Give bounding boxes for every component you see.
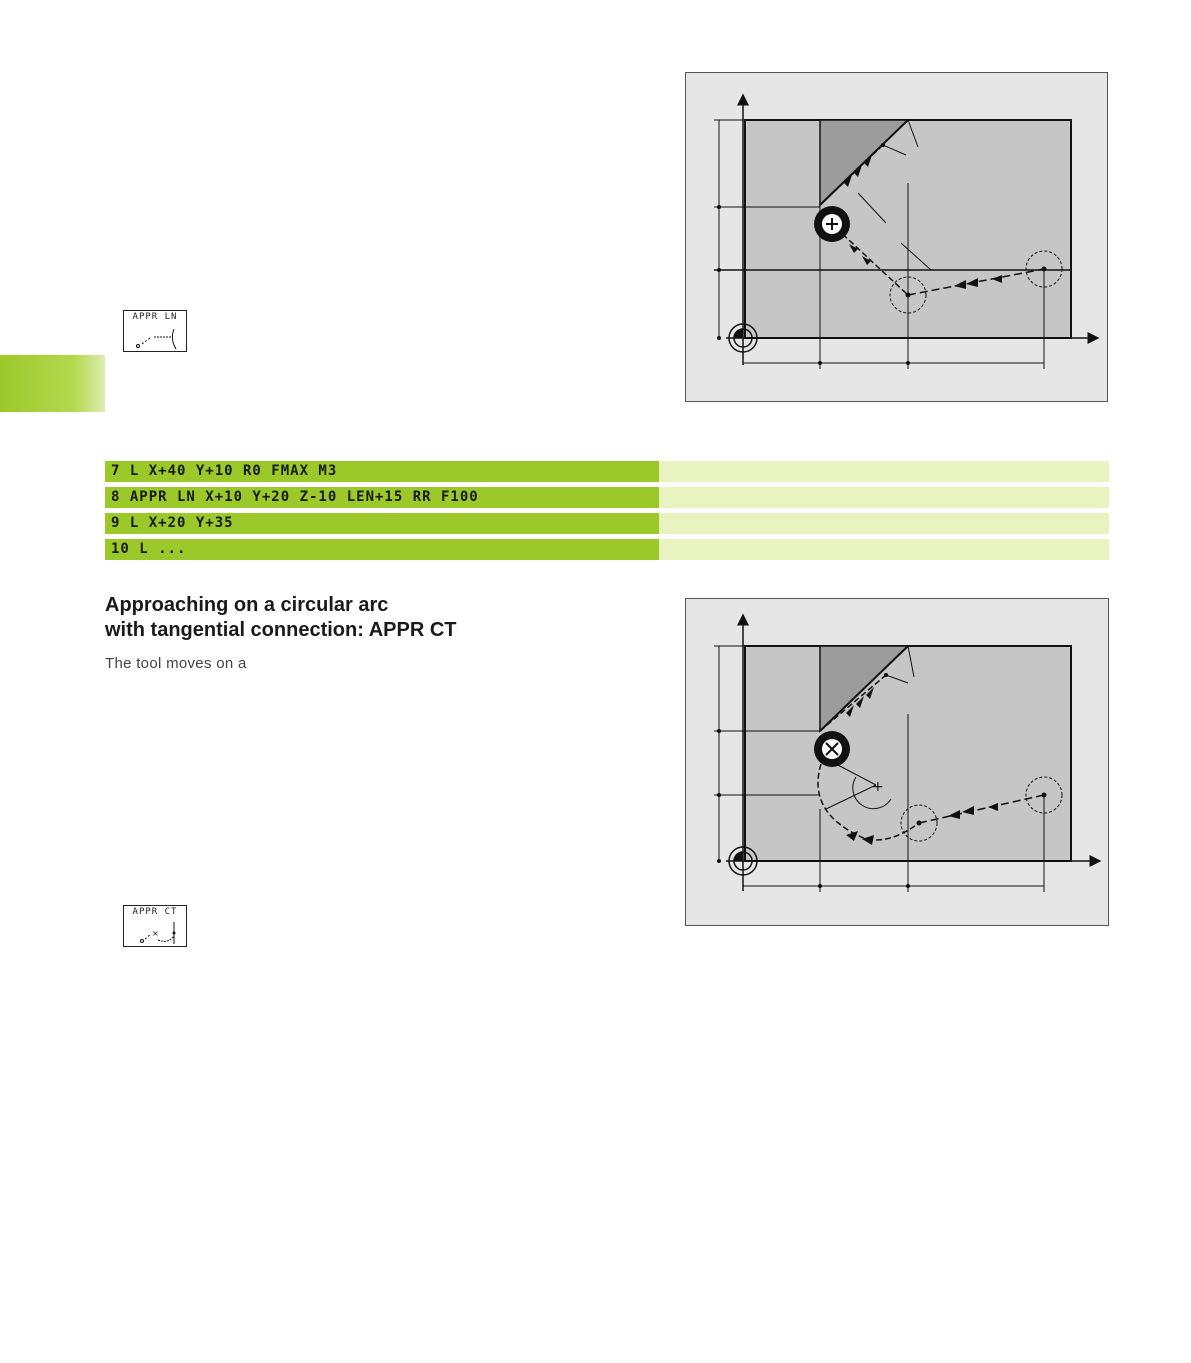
code-row	[105, 487, 1109, 508]
figure-appr-ln-drawing	[686, 73, 1109, 403]
code-line: 10 L ...	[105, 539, 659, 560]
svg-text:+: +	[872, 779, 884, 795]
appr-ct-icon	[124, 906, 188, 948]
figure-appr-ct	[685, 598, 1109, 926]
code-row	[105, 513, 1109, 534]
svg-text:×: ×	[152, 929, 159, 938]
code-row	[105, 461, 1109, 482]
milling-cutter-icon	[814, 731, 850, 767]
softkey-appr-ln-label: APPR LN	[132, 312, 178, 322]
softkey-appr-ct[interactable]	[123, 905, 187, 947]
chapter-tab	[0, 355, 105, 412]
code-line: 8 APPR LN X+10 Y+20 Z-10 LEN+15 RR F100	[105, 487, 659, 508]
figure-appr-ct-drawing	[686, 599, 1110, 927]
figure-appr-ln	[685, 72, 1108, 402]
section-heading	[105, 593, 665, 643]
code-line: 7 L X+40 Y+10 R0 FMAX M3	[105, 461, 659, 482]
code-line: 9 L X+20 Y+35	[105, 513, 659, 534]
nc-program-example	[105, 461, 1109, 565]
milling-cutter-icon	[814, 206, 850, 242]
softkey-appr-ct-label: APPR CT	[132, 907, 178, 917]
appr-ln-icon	[124, 311, 188, 353]
heading-line: with tangential connection: APPR CT	[105, 619, 457, 641]
body-text: The tool moves on a	[105, 655, 247, 672]
code-row	[105, 539, 1109, 560]
softkey-appr-ln[interactable]	[123, 310, 187, 352]
heading-line: Approaching on a circular arc	[105, 594, 389, 616]
